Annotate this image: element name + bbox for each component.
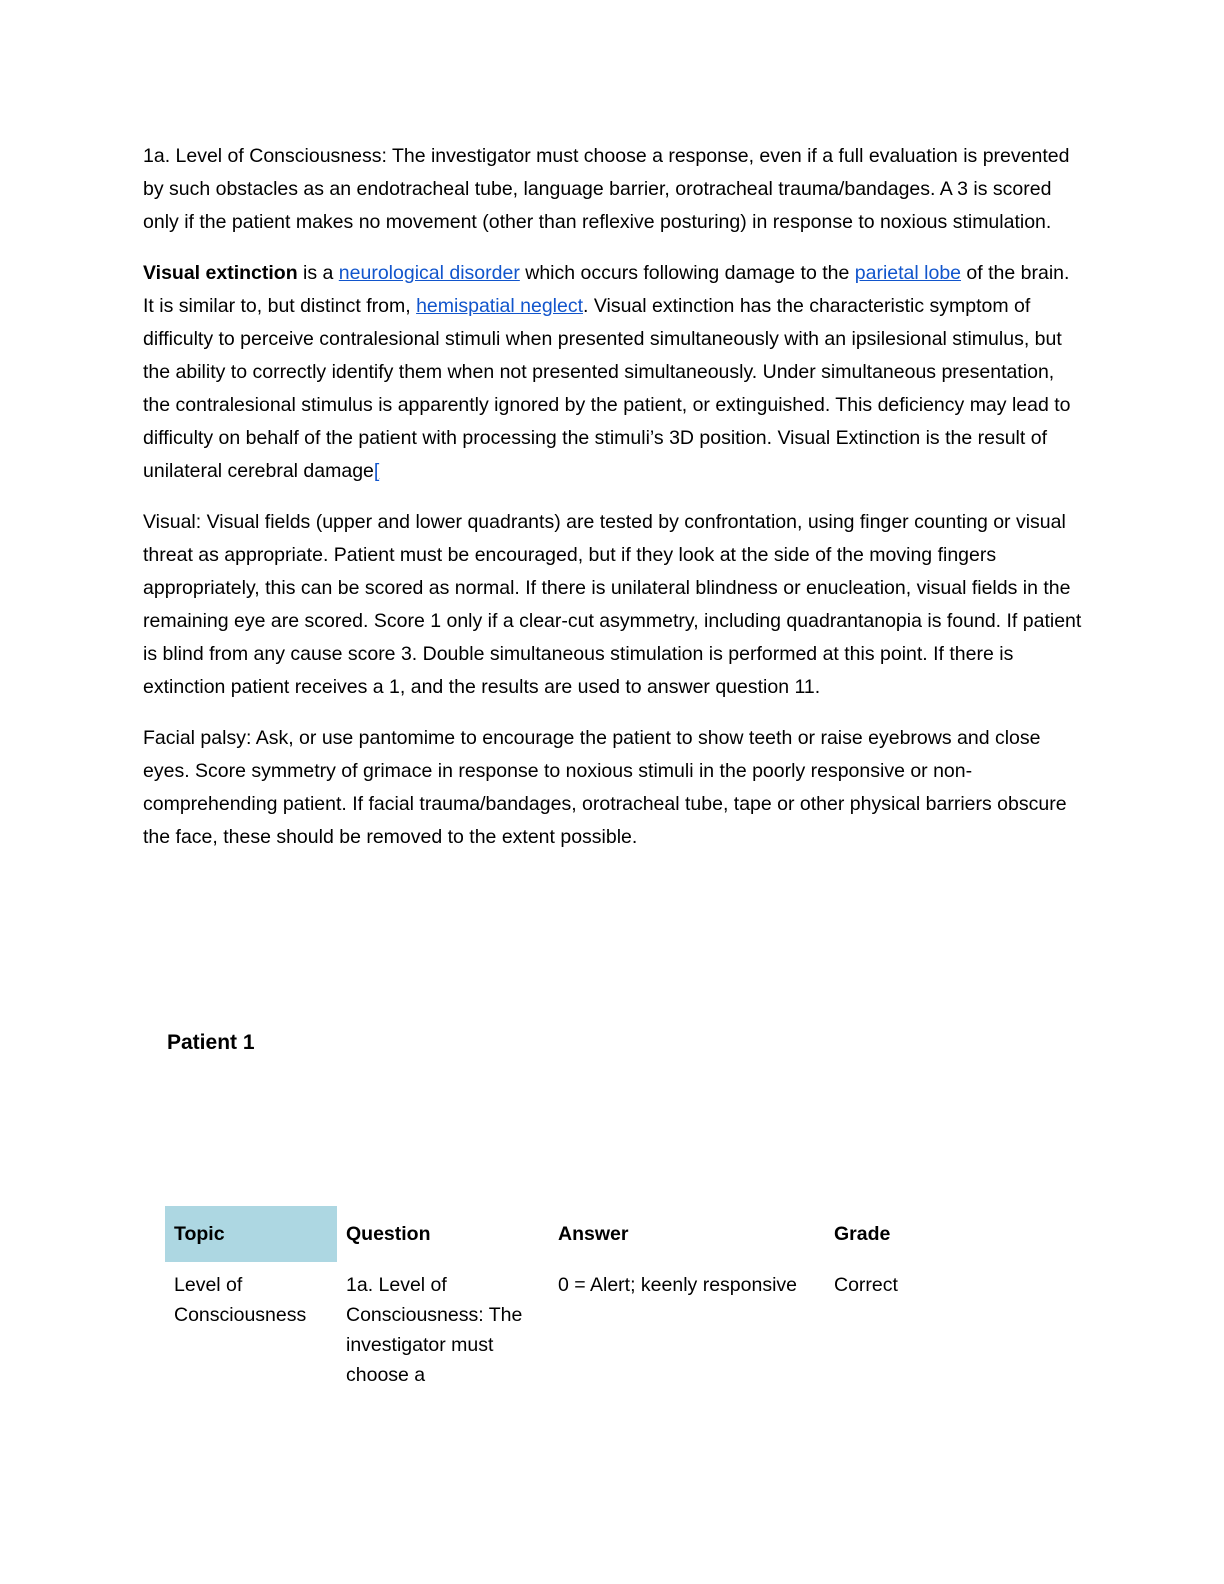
paragraph-text: . Visual extinction has the characteristic symptom of difficulty to perceive contralesional stimuli when presented simultaneously with an ipsilesional stimulus, but the ability to correctly identify them when not presented simultaneously. Under simultaneous presentation, the contralesional stimulus is apparently ignored by the patient, or extinguished. This deficiency may lead to difficulty on behalf of the patient with processing the stimuli’s 3D position. Visual Extinction is the result of unilateral cerebral damage: [143, 295, 1071, 482]
table-header-question: Question: [346, 1223, 431, 1245]
paragraph-text: Visual: Visual fields (upper and lower quadrants) are tested by confrontation, using finger counting or visual threat as appropriate. Patient must be encouraged, but if they look at the side of the moving fingers appropriately, this can be scored as normal. If there is unilateral blindness or enucleation, visual fields in the remaining eye are scored. Score 1 only if a clear-cut asymmetry, including quadrantanopia is found. If patient is blind from any cause score 3. Double simultaneous stimulation is performed at this point. If there is extinction patient receives a 1, and the results are used to answer question 11.: [143, 511, 1082, 698]
patient-1-heading: Patient 1: [167, 1031, 255, 1054]
table-cell-topic: Level of Consciousness: [174, 1274, 307, 1326]
table-cell-grade: Correct: [834, 1274, 898, 1296]
link-neurological-disorder[interactable]: neurological disorder: [338, 262, 520, 284]
paragraph-level-of-consciousness: [143, 140, 1083, 239]
paragraph-text: Facial palsy: Ask, or use pantomime to encourage the patient to show teeth or raise eyebrows and close eyes. Score symmetry of grimace in response to noxious stimuli in the poorly responsive or non-comprehending patient. If facial trauma/bandages, orotracheal tube, tape or other physical barriers obscure the face, these should be removed to the extent possible.: [143, 727, 1067, 848]
table-header-answer: Answer: [558, 1223, 629, 1245]
paragraph-visual-extinction: [143, 257, 1083, 488]
grading-table: [165, 1206, 1078, 1398]
table-header-row: [165, 1206, 1078, 1262]
paragraph-text: which occurs following damage to the: [519, 262, 855, 284]
link-parietal-lobe[interactable]: parietal lobe: [854, 262, 962, 284]
table-row: [165, 1262, 1078, 1398]
paragraph-facial-palsy: [143, 722, 1083, 854]
table-cell-question: 1a. Level of Consciousness: The investigator must choose a: [346, 1274, 523, 1386]
paragraph-text: of the brain. It is similar to, but distinct from,: [143, 262, 1070, 317]
table-header-topic: Topic: [165, 1206, 337, 1262]
table-header-grade: Grade: [834, 1223, 891, 1245]
link-citation-bracket[interactable]: [: [373, 460, 380, 482]
table-cell-answer: 0 = Alert; keenly responsive: [558, 1274, 798, 1296]
link-hemispatial-neglect[interactable]: hemispatial neglect: [416, 295, 584, 317]
bold-lead-text: Visual extinction: [143, 262, 298, 284]
paragraph-text: is a: [297, 262, 339, 284]
document-body: [143, 140, 1083, 872]
paragraph-text: 1a. Level of Consciousness: The investigator must choose a response, even if a full evaluation is prevented by such obstacles as an endotracheal tube, language barrier, orotracheal trauma/bandages. A 3 is scored only if the patient makes no movement (other than reflexive posturing) in response to noxious stimulation.: [143, 145, 1070, 233]
paragraph-visual-fields: [143, 506, 1083, 704]
